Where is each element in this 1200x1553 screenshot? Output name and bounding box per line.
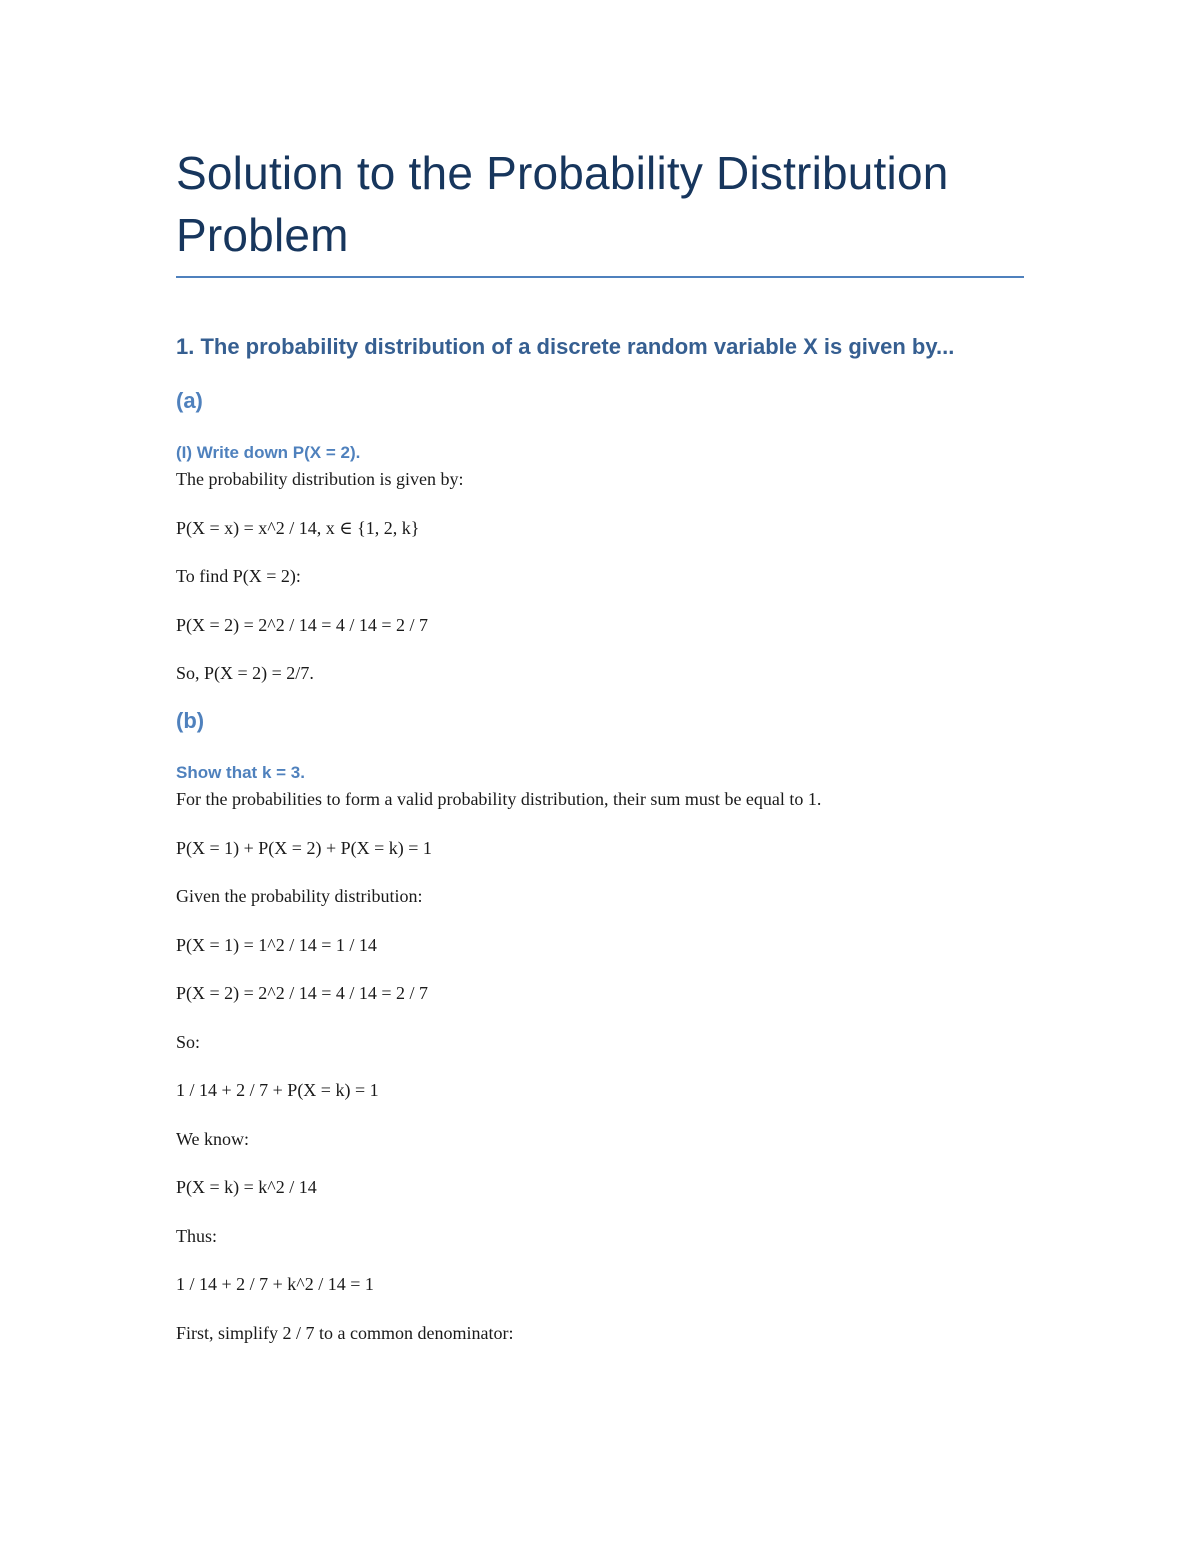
- part-b-label: (b): [176, 708, 205, 733]
- part-b-line: P(X = k) = k^2 / 14: [176, 1177, 317, 1197]
- document-title: Solution to the Probability Distribution Problem: [176, 147, 949, 261]
- part-a-line: P(X = 2) = 2^2 / 14 = 4 / 14 = 2 / 7: [176, 614, 429, 635]
- part-b-line: We know:: [176, 1128, 250, 1149]
- part-a-subheading: (I) Write down P(X = 2).: [176, 443, 361, 462]
- part-a-line: P(X = x) = x^2 / 14, x ∈ {1, 2, k}: [176, 517, 420, 538]
- part-b-line: P(X = 2) = 2^2 / 14 = 4 / 14 = 2 / 7: [176, 983, 429, 1003]
- part-b-subheading: Show that k = 3.: [176, 763, 305, 782]
- part-b-line: P(X = 1) + P(X = 2) + P(X = k) = 1: [176, 837, 432, 858]
- part-b-line: Thus:: [176, 1225, 218, 1246]
- part-b-line: 1 / 14 + 2 / 7 + k^2 / 14 = 1: [176, 1274, 374, 1294]
- part-a-line: The probability distribution is given by:: [176, 469, 464, 489]
- title-underline: [176, 276, 1024, 278]
- part-a-label: (a): [176, 388, 203, 413]
- part-a-line: So, P(X = 2) = 2/7.: [176, 663, 314, 683]
- part-b-line: First, simplify 2 / 7 to a common denominator:: [176, 1322, 514, 1343]
- part-b-line: So:: [176, 1031, 201, 1052]
- part-a-line: To find P(X = 2):: [176, 566, 301, 586]
- part-b-line: Given the probability distribution:: [176, 886, 423, 906]
- part-b-line: For the probabilities to form a valid probability distribution, their sum must be equal to 1.: [176, 789, 822, 809]
- question-heading: 1. The probability distribution of a discrete random variable X is given by...: [176, 334, 955, 359]
- part-b-line: 1 / 14 + 2 / 7 + P(X = k) = 1: [176, 1080, 379, 1100]
- document-body: [176, 142, 1024, 1346]
- part-b-line: P(X = 1) = 1^2 / 14 = 1 / 14: [176, 934, 377, 955]
